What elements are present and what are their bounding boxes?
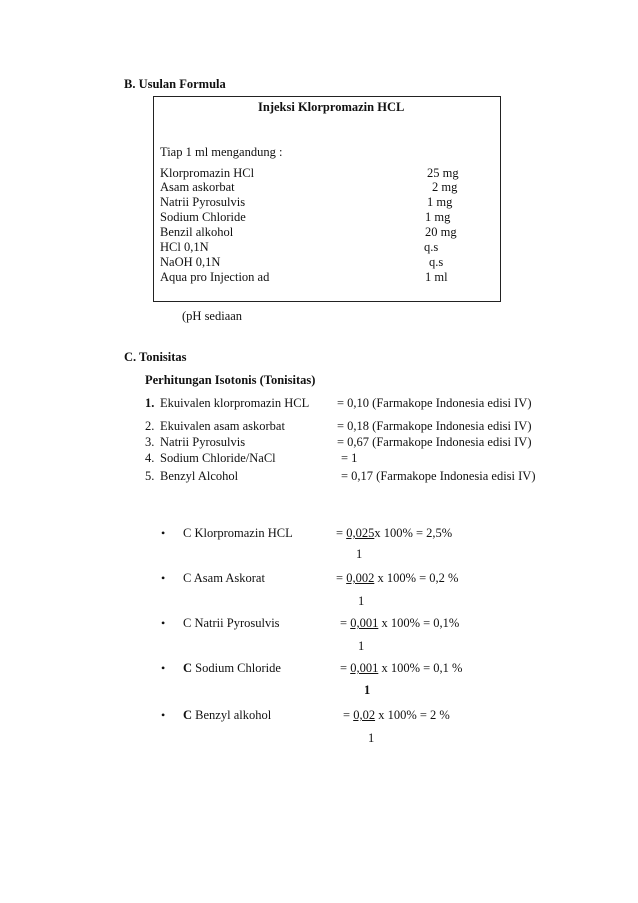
equivalent-value: = 0,18 (Farmakope Indonesia edisi IV)	[337, 419, 532, 433]
calc-numerator: 0,001	[350, 616, 379, 630]
equivalent-value: = 0,17 (Farmakope Indonesia edisi IV)	[341, 469, 536, 483]
calc-label: C Klorpromazin HCL	[183, 526, 293, 540]
equivalent-number: 1.	[145, 396, 155, 410]
equivalent-number: 4.	[145, 451, 155, 465]
formula-intro: Tiap 1 ml mengandung :	[160, 145, 283, 159]
bullet-icon: •	[161, 708, 166, 722]
ingredient-amount: 2 mg	[432, 180, 458, 194]
calc-numerator: 0,001	[350, 661, 379, 675]
equivalent-label: Ekuivalen asam askorbat	[160, 419, 285, 433]
calc-rest: x 100% = 2 %	[375, 708, 450, 722]
bullet-icon: •	[161, 571, 166, 585]
equivalent-number: 3.	[145, 435, 155, 449]
ingredient-amount: q.s	[429, 255, 444, 269]
calc-label-text: Sodium Chloride	[192, 661, 281, 675]
calc-formula	[343, 708, 450, 723]
calc-denominator: 1	[368, 731, 375, 745]
section-c-heading: C. Tonisitas	[124, 350, 187, 364]
calc-label-text: Benzyl alkohol	[192, 708, 272, 722]
section-c-subheading: Perhitungan Isotonis (Tonisitas)	[145, 373, 316, 387]
calc-eq: =	[336, 526, 347, 540]
bullet-icon: •	[161, 661, 166, 675]
equivalent-label: Sodium Chloride/NaCl	[160, 451, 276, 465]
equivalent-value: = 1	[341, 451, 358, 465]
calc-formula	[336, 571, 458, 586]
ingredient-name: Klorpromazin HCl	[160, 166, 255, 180]
equivalent-label: Ekuivalen klorpromazin HCL	[160, 396, 310, 410]
calc-rest: x 100% = 2,5%	[374, 526, 453, 540]
calc-eq: =	[343, 708, 354, 722]
ingredient-amount: 1 mg	[427, 195, 453, 209]
calc-eq: =	[336, 571, 347, 585]
ingredient-name: Natrii Pyrosulvis	[160, 195, 246, 209]
formula-title: Injeksi Klorpromazin HCL	[258, 100, 405, 114]
ingredient-amount: q.s	[424, 240, 439, 254]
ph-note: (pH sediaan	[182, 309, 243, 323]
calc-formula	[336, 526, 452, 541]
ingredient-name: Aqua pro Injection ad	[160, 270, 270, 284]
ingredient-name: Asam askorbat	[160, 180, 235, 194]
ingredient-name: HCl 0,1N	[160, 240, 209, 254]
calc-label: C Asam Askorat	[183, 571, 265, 585]
calc-label: C Natrii Pyrosulvis	[183, 616, 280, 630]
calc-formula	[340, 661, 462, 676]
equivalent-number: 2.	[145, 419, 155, 433]
bullet-icon: •	[161, 616, 166, 630]
ingredient-amount: 1 ml	[425, 270, 448, 284]
ingredient-amount: 25 mg	[427, 166, 459, 180]
calc-rest: x 100% = 0,1 %	[378, 661, 463, 675]
section-b-heading: B. Usulan Formula	[124, 77, 226, 91]
ingredient-amount: 1 mg	[425, 210, 451, 224]
calc-eq: =	[340, 661, 351, 675]
ingredient-name: NaOH 0,1N	[160, 255, 221, 269]
calc-numerator: 0,002	[346, 571, 375, 585]
equivalent-label: Benzyl Alcohol	[160, 469, 239, 483]
calc-formula	[340, 616, 459, 631]
bullet-icon: •	[161, 526, 166, 540]
calc-denominator: 1	[356, 547, 363, 561]
calc-label	[183, 708, 271, 723]
equivalent-label: Natrii Pyrosulvis	[160, 435, 246, 449]
calc-rest: x 100% = 0,2 %	[374, 571, 459, 585]
calc-denominator: 1	[364, 683, 371, 697]
calc-numerator: 0,02	[353, 708, 376, 722]
equivalent-number: 5.	[145, 469, 155, 483]
calc-denominator: 1	[358, 639, 365, 653]
equivalent-value: = 0,67 (Farmakope Indonesia edisi IV)	[337, 435, 532, 449]
ingredient-amount: 20 mg	[425, 225, 457, 239]
calc-label-prefix: C	[183, 708, 193, 722]
calc-denominator: 1	[358, 594, 365, 608]
calc-rest: x 100% = 0,1%	[378, 616, 460, 630]
ingredient-name: Benzil alkohol	[160, 225, 234, 239]
calc-numerator: 0,025	[346, 526, 375, 540]
calc-eq: =	[340, 616, 351, 630]
calc-label	[183, 661, 281, 676]
calc-label-prefix: C	[183, 661, 193, 675]
equivalent-value: = 0,10 (Farmakope Indonesia edisi IV)	[337, 396, 532, 410]
ingredient-name: Sodium Chloride	[160, 210, 246, 224]
